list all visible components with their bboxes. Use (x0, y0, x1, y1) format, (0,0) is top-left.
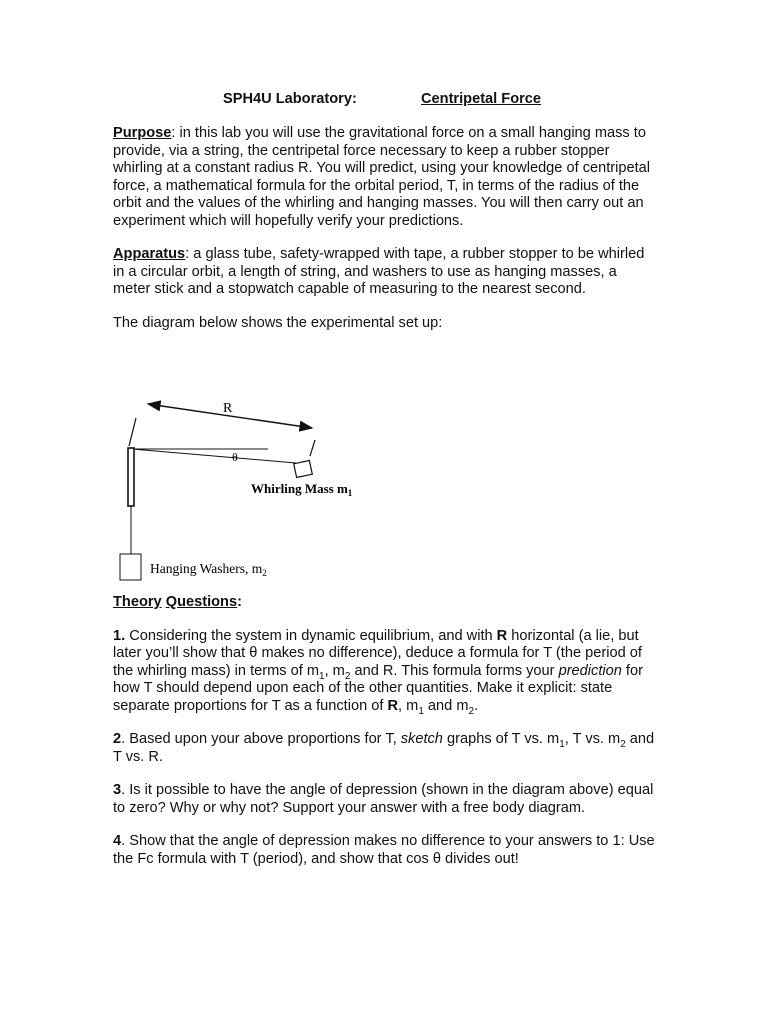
mass-tick (310, 440, 315, 456)
apparatus-paragraph: Apparatus: a glass tube, safety-wrapped with tape, a rubber stopper to be whirled in a circular orbit, a length of string, and washers to use as hanging masses, a meter stick and a stopwatch capable of measuring to the nearest second. (113, 246, 645, 297)
title-row (113, 91, 658, 111)
radius-label: R (223, 401, 233, 416)
theta-label: θ (232, 450, 238, 464)
theory-heading: Theory Questions: (113, 594, 242, 610)
question-2: 2. Based upon your above proportions for T, sketch graphs of T vs. $m_1$, T vs. $m_2$ and T vs. R. (113, 731, 655, 765)
theory-section (113, 594, 658, 868)
question-1: 1. Considering the system in dynamic equilibrium, and with R horizontal (a lie, but later you’ll show that θ makes no difference), deduce a formula for T (the period of the whirling mass) in terms of $m_1$, $m_2$ and R. This formula forms your prediction for how T should depend upon each of the other quantities. Make it explicit: state separate proportions for T as a function of R, $m_1$ and $m_2$. (113, 627, 643, 717)
setup-diagram (110, 388, 430, 588)
course-title: SPH4U Laboratory: (223, 91, 357, 107)
apparatus-label: Apparatus (113, 246, 186, 262)
string (132, 449, 296, 463)
page-body (113, 91, 658, 332)
lab-title: Centripetal Force (421, 91, 542, 107)
whirling-mass (294, 460, 313, 477)
question-4: 4. Show that the angle of depression makes no difference to your answers to 1: Use the Fc formula with T (period), and show that cos θ divides out! (113, 833, 655, 867)
purpose-label: Purpose (113, 125, 172, 141)
whirling-mass-label: Whirling Mass $m_1$ (251, 481, 353, 498)
diagram-intro: The diagram below shows the experimental set up: (113, 314, 443, 331)
glass-tube (128, 448, 134, 506)
hanging-washers-label: Hanging Washers, $m_2$ (150, 561, 267, 578)
purpose-paragraph: Purpose: in this lab you will use the gravitational force on a small hanging mass to provide, via a string, the centripetal force necessary to keep a rubber stopper whirling at a constant radius R. You will predict, using your knowledge of centripetal force, a mathematical formula for the orbital period, T, in terms of the radius of the orbit and the values of the whirling and hanging masses. You will then carry out an experiment which will hopefully verify your predictions. (113, 125, 651, 229)
question-3: 3. Is it possible to have the angle of depression (shown in the diagram above) equal to zero? Why or why not? Support your answer with a free body diagram. (113, 782, 654, 816)
tube-top-tick (129, 418, 136, 446)
hanging-washers (120, 554, 141, 580)
